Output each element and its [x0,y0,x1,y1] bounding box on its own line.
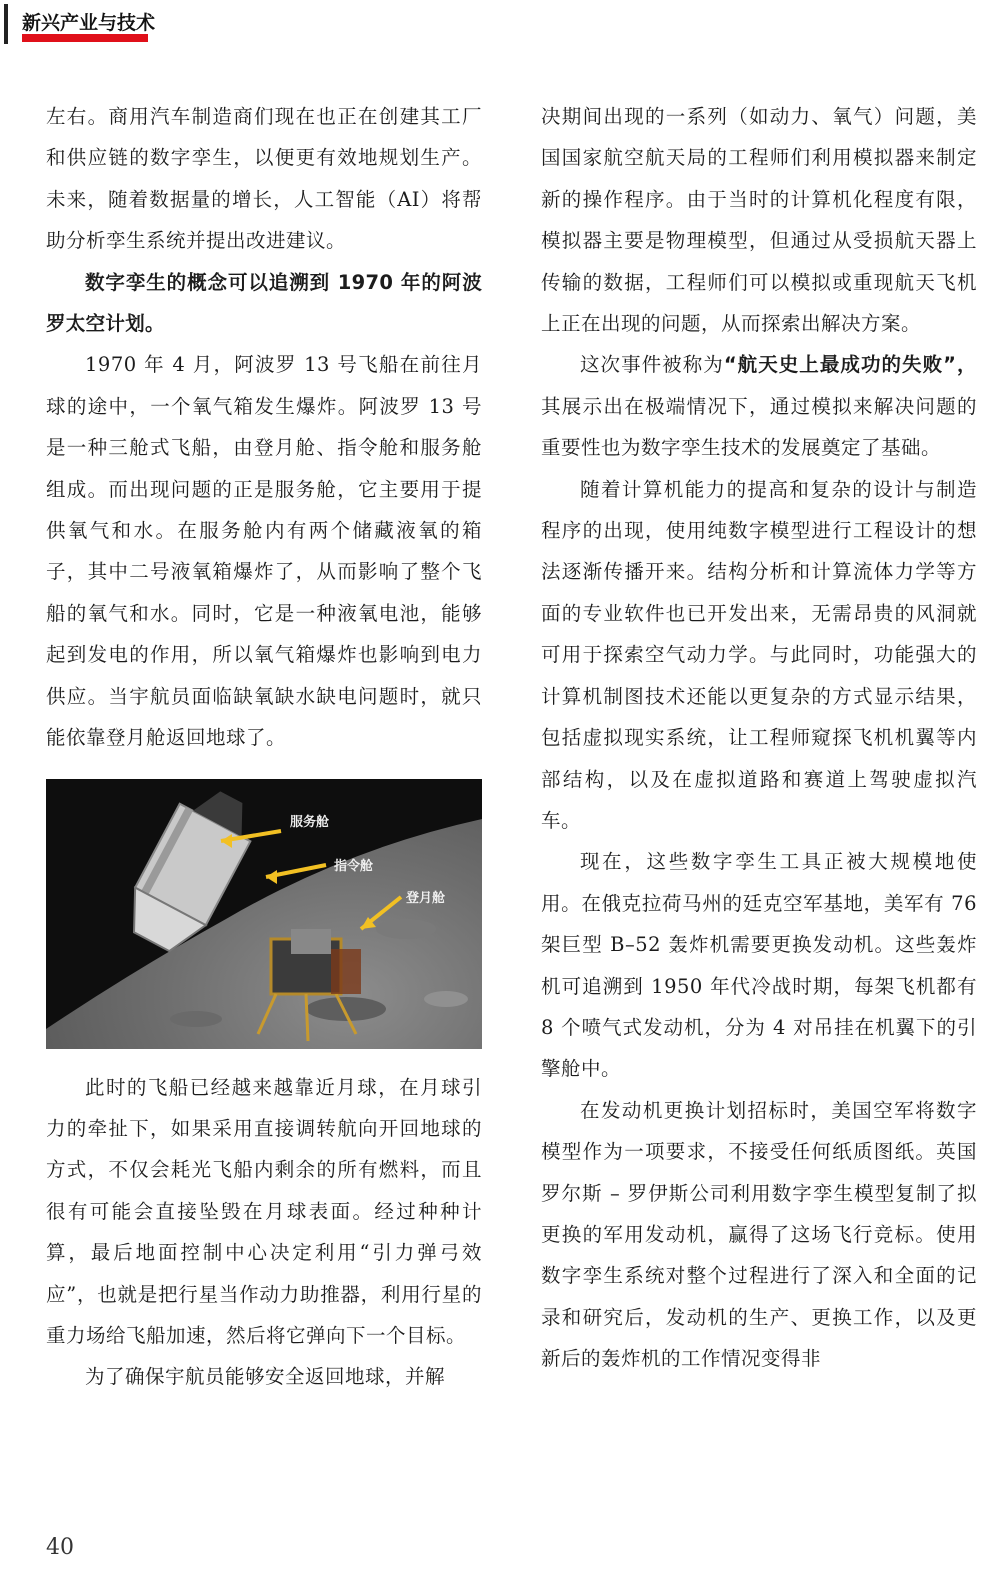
right-paragraph-2 [541,344,977,468]
right-paragraph-3: 随着计算机能力的提高和复杂的设计与制造程序的出现，使用纯数字模型进行工程设计的想法逐渐传播开来。结构分析和计算流体力学等方面的专业软件也已开发出来，无需昂贵的风洞就可用于探索空气动力学。与此同时，功能强大的计算机制图技术还能以更复杂的方式显示结果，包括虚拟现实系统，让工程师窥探飞机机翼等内部结构，以及在虚拟道路和赛道上驾驶虚拟汽车。 [541,477,977,832]
section-title: 新兴产业与技术 [22,12,156,34]
command-module-label: 指令舱 [334,858,374,874]
header-vertical-bar [4,4,8,44]
left-paragraph-3: 1970 年 4 月，阿波罗 13 号飞船在前往月球的途中，一个氧气箱发生爆炸。阿波罗 13 号是一种三舱式飞船，由登月舱、指令舱和服务舱组成。而出现问题的正是服务舱，它主要用于提供氧气和水。在服务舱内有两个储藏液氧的箱子，其中二号液氧箱爆炸了，从而影响了整个飞船的氧气和水。同时，它是一种液氧电池，能够起到发电的作用，所以氧气箱爆炸也影响到电力供应。当宇航员面临缺氧缺水缺电问题时，就只能依靠登月舱返回地球了。 [46,353,482,750]
right-column [541,96,977,1380]
right-paragraph-2-rest: 其展示出在极端情况下，通过模拟来解决问题的重要性也为数字孪生技术的发展奠定了基础。 [541,394,977,460]
section-title-underline [22,34,148,42]
right-paragraph-2-bold: “航天史上最成功的失败”， [723,353,977,377]
left-bold-paragraph: 数字孪生的概念可以追溯到 1970 年的阿波罗太空计划。 [46,270,482,336]
left-paragraph-5: 为了确保宇航员能够安全返回地球，并解 [85,1365,446,1389]
lunar-module-label: 登月舱 [406,890,446,906]
left-paragraph-4: 此时的飞船已经越来越靠近月球，在月球引力的牵扯下，如果采用直接调转航向开回地球的方式，不仅会耗光飞船内剩余的所有燃料，而且很有可能会直接坠毁在月球表面。经过种种计算，最后地面控制中心决定利用“引力弹弓效应”，也就是把行星当作动力助推器，利用行星的重力场给飞船加速，然后将它弹向下一个目标。 [46,1075,482,1347]
right-paragraph-5: 在发动机更换计划招标时，美国空军将数字模型作为一项要求，不接受任何纸质图纸。英国罗尔斯 – 罗伊斯公司利用数字孪生模型复制了拟更换的军用发动机，赢得了这场飞行竞标。使用数字孪生系统对整个过程进行了深入和全面的记录和研究后，发动机的生产、更换工作，以及更新后的轰炸机的工作情况变得非 [541,1098,977,1371]
page-number: 40 [46,1535,74,1560]
left-paragraph-1: 左右。商用汽车制造商们现在也正在创建其工厂和供应链的数字孪生，以便更有效地规划生产。未来，随着数据量的增长，人工智能（AI）将帮助分析孪生系统并提出改进建议。 [46,105,482,253]
right-paragraph-1: 决期间出现的一系列（如动力、氧气）问题，美国国家航空航天局的工程师们利用模拟器来制定新的操作程序。由于当时的计算机化程度有限，模拟器主要是物理模型，但通过从受损航天器上传输的数据，工程师们可以模拟或重现航天飞机上正在出现的问题，从而探索出解决方案。 [541,105,977,336]
service-module-label: 服务舱 [290,814,330,830]
apollo-spacecraft-illustration [46,779,482,1049]
left-column [46,96,482,1398]
right-paragraph-4: 现在，这些数字孪生工具正被大规模地使用。在俄克拉荷马州的廷克空军基地，美军有 76 架巨型 B–52 轰炸机需要更换发动机。这些轰炸机可追溯到 1950 年代冷战时期，每架飞机都有 8 个喷气式发动机，分为 4 对吊挂在机翼下的引擎舱中。 [541,850,977,1081]
apollo-spacecraft-photo [46,779,482,1049]
right-paragraph-2-prefix: 这次事件被称为 [580,353,724,377]
